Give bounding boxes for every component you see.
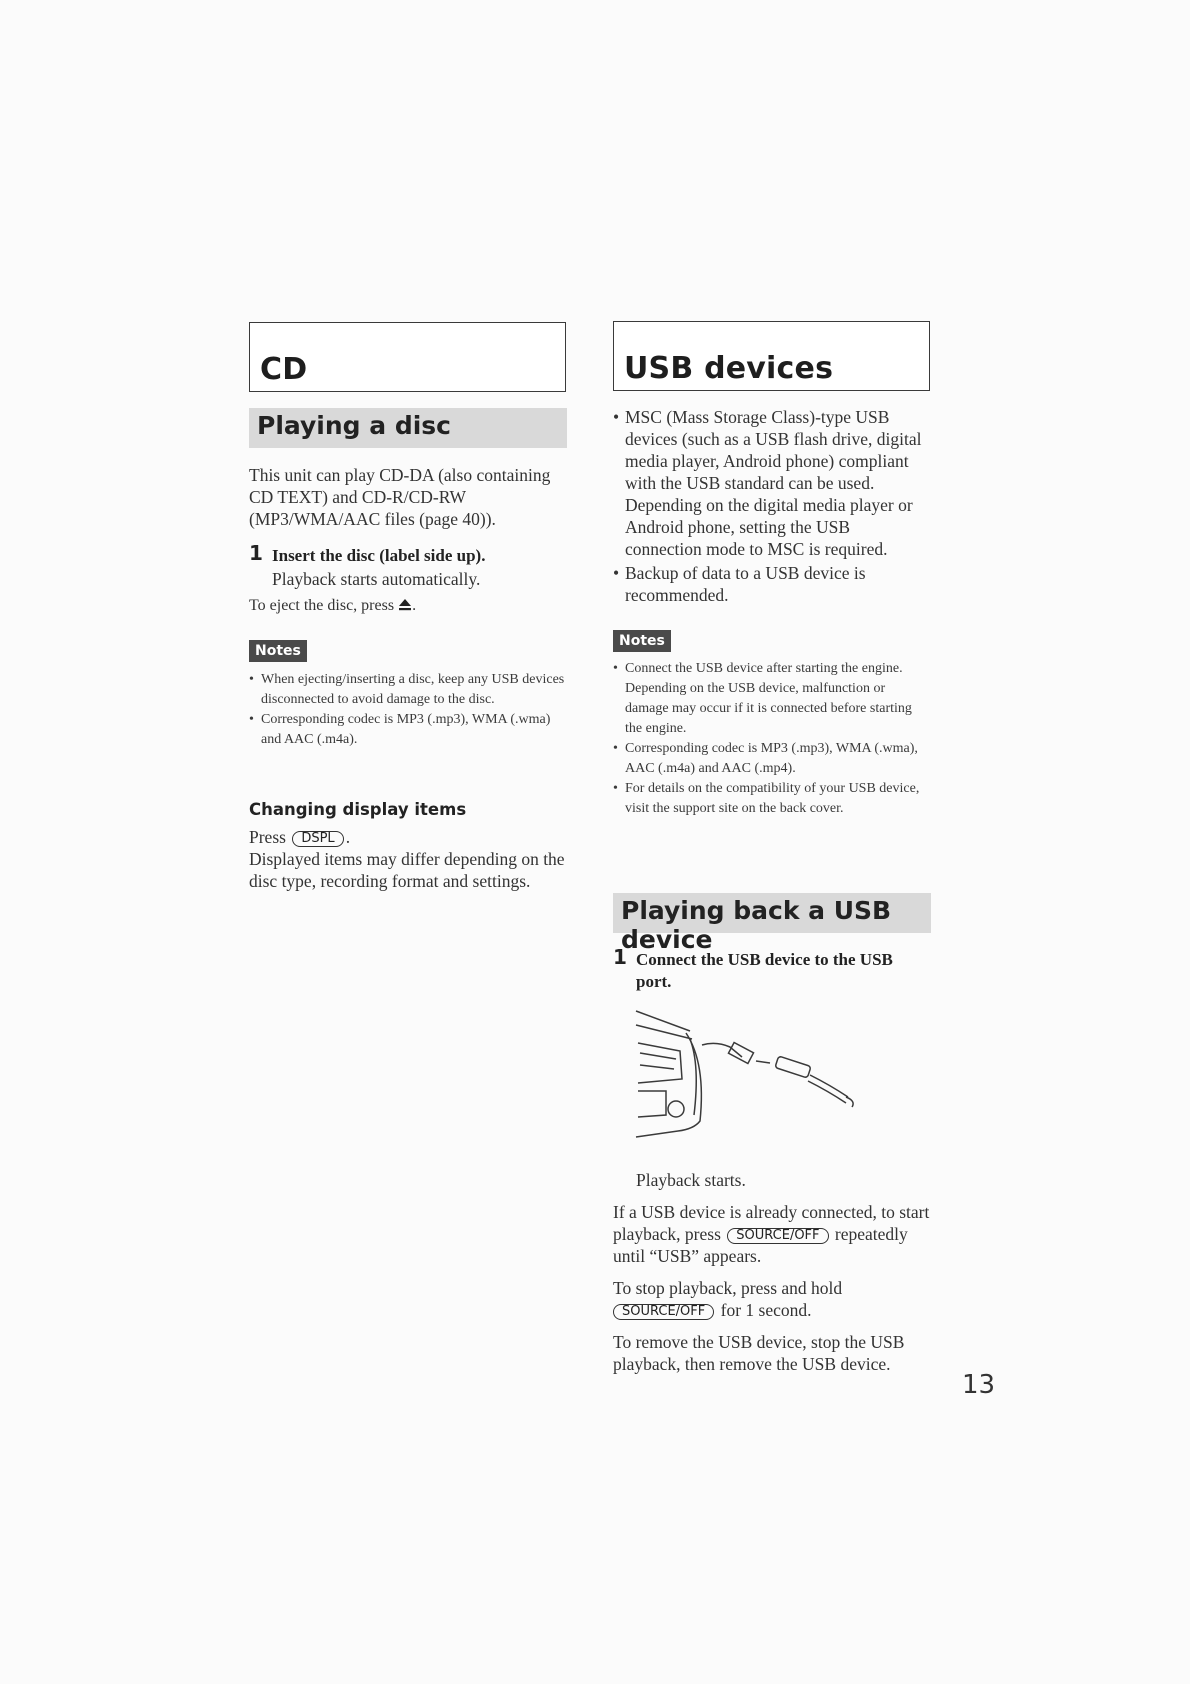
stop-playback-text xyxy=(613,1277,935,1321)
usb-step-number: 1 xyxy=(613,945,627,969)
changing-display-heading: Changing display items xyxy=(249,800,467,819)
cd-step-title: Insert the disc (label side up). xyxy=(272,546,486,565)
cd-section-header xyxy=(249,322,566,392)
eject-text: To eject the disc, press xyxy=(249,597,395,614)
usb-section-header xyxy=(613,321,930,391)
cd-note-item: • When ejecting/inserting a disc, keep any USB devices disconnected to avoid damage to the disc. xyxy=(249,670,567,710)
eject-line: To eject the disc, press . xyxy=(249,595,567,618)
cd-note-item: • Corresponding codec is MP3 (.mp3), WMA (.wma) and AAC (.m4a). xyxy=(249,710,567,750)
already-connected-post: repeatedly until “USB” appears. xyxy=(613,1224,908,1266)
remove-usb-text: To remove the USB device, stop the USB playback, then remove the USB device. xyxy=(613,1332,905,1374)
dspl-key[interactable]: DSPL xyxy=(292,831,343,847)
press-label: Press xyxy=(249,827,286,847)
press-dspl-line: Press DSPL . xyxy=(249,827,351,847)
source-off-key[interactable]: SOURCE/OFF xyxy=(613,1304,714,1320)
source-off-key[interactable]: SOURCE/OFF xyxy=(727,1228,828,1244)
cd-intro-text: This unit can play CD-DA (also containing CD TEXT) and CD-R/CD-RW (MP3/WMA/AAC files (page 40)). xyxy=(249,465,551,529)
usb-notes-tag: Notes xyxy=(613,630,671,652)
page-number: 13 xyxy=(962,1370,996,1400)
usb-note-item: • Connect the USB device after starting the engine. Depending on the USB device, malfunction or damage may occur if it is connected before starting the engine. xyxy=(613,659,931,739)
usb-bullets xyxy=(613,406,931,606)
usb-bullet-item: • Backup of data to a USB device is recommended. xyxy=(613,562,931,606)
cd-notes-tag: Notes xyxy=(249,640,307,662)
playing-disc-title: Playing a disc xyxy=(257,411,451,440)
already-connected-text xyxy=(613,1201,935,1267)
playback-starts-text: Playback starts. xyxy=(636,1170,746,1190)
usb-connection-illustration xyxy=(630,1003,870,1143)
changing-display-text: Displayed items may differ depending on the disc type, recording format and settings. xyxy=(249,849,565,891)
stop-post: for 1 second. xyxy=(720,1300,812,1320)
usb-notes-list xyxy=(613,659,931,819)
cd-section-title: CD xyxy=(260,352,308,387)
usb-section-title: USB devices xyxy=(624,351,834,386)
playing-disc-band xyxy=(249,408,567,448)
cd-notes-list xyxy=(249,670,567,750)
stop-pre: To stop playback, press and hold xyxy=(613,1278,843,1298)
usb-note-item: • Corresponding codec is MP3 (.mp3), WMA (.wma), AAC (.m4a) and AAC (.mp4). xyxy=(613,739,931,779)
usb-note-item: • For details on the compatibility of your USB device, visit the support site on the back cover. xyxy=(613,779,931,819)
playing-usb-band xyxy=(613,893,931,954)
usb-step-title: Connect the USB device to the USB port. xyxy=(636,950,893,991)
cd-step-number: 1 xyxy=(249,541,263,565)
eject-icon xyxy=(398,596,412,618)
cd-step-text: Playback starts automatically. xyxy=(272,569,481,589)
playing-usb-title: Playing back a USB device xyxy=(621,896,892,954)
usb-bullet-item: • MSC (Mass Storage Class)-type USB devices (such as a USB flash drive, digital media player, Android phone) compliant with the USB standard can be used. Depending on the digital media player or Android phone, setting the USB connection mode to MSC is required. xyxy=(613,406,931,560)
already-connected-pre: If a USB device is already connected, to start playback, press xyxy=(613,1202,930,1244)
